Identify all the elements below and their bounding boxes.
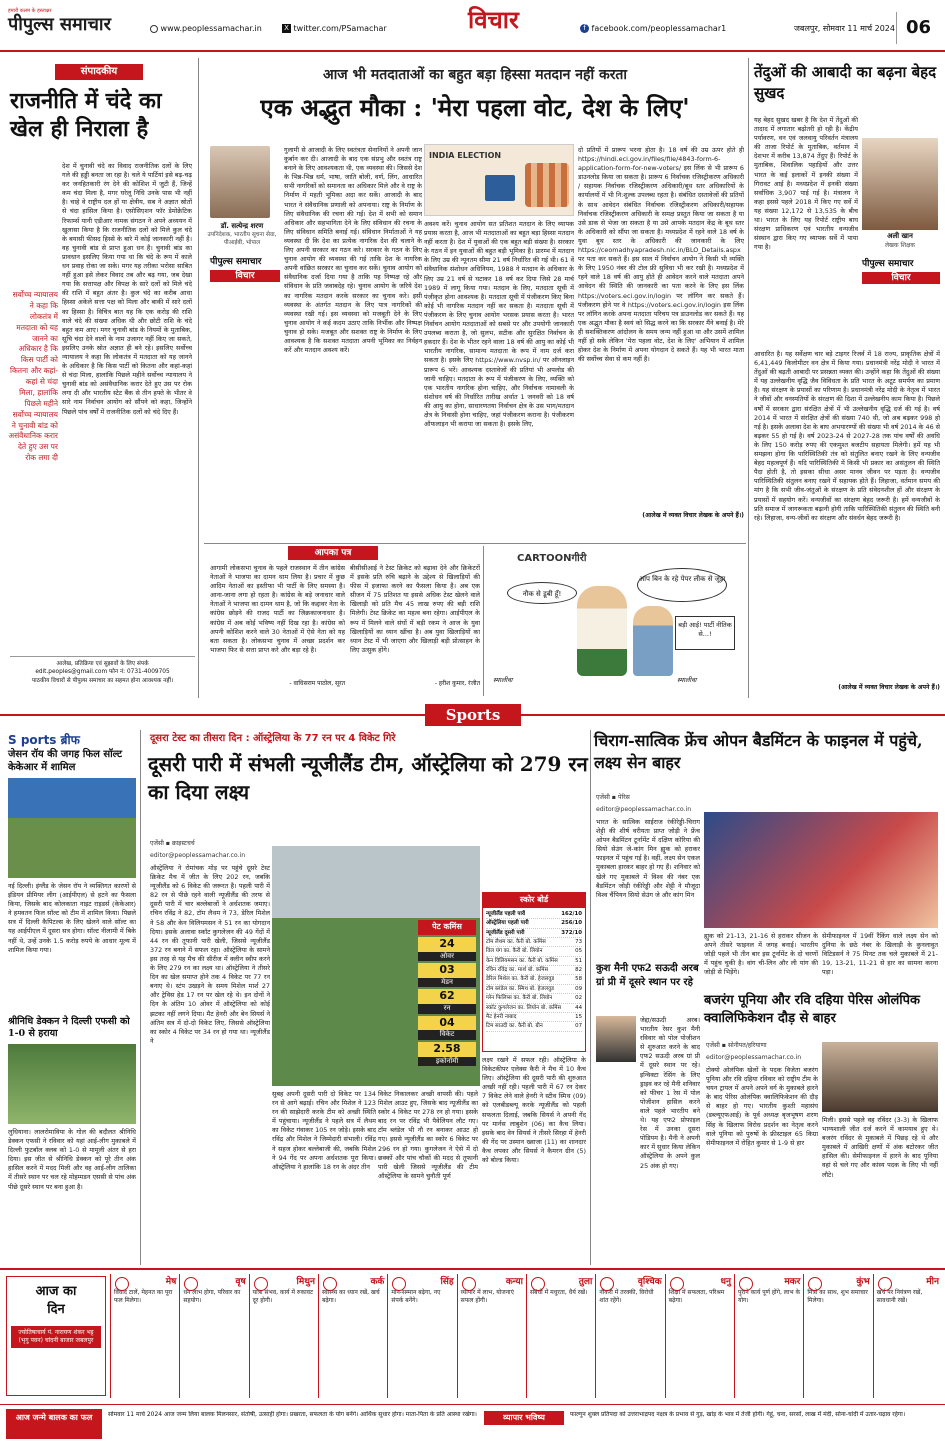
cricket-body4: लक्ष्य रखने में सफल रही। ऑस्ट्रेलिया के विकेटकीपर एलेक्स कैरी ने मैच में 10 कैच लिए। ऑस्ट्रेलिया की दूसरी पारी की शुरुआत अच्छी नहीं रही। पहली पारी में 67 रन देकर 7 विकेट लेने वाले हेनरी ने स्टीव स्मिथ (09) को एलबीडब्ल्यू करके न्यूजीलैंड को पहली सफलता दिलाई, जबकि सियर्स ने अपनी गेंद पर मार्नस लाबुशेन (06) का कैच लिया। इसके बाद वेन सियर्स ने तीसरे सिरहा में हेनरी की गेंद पर उस्मान ख्वाजा (11) का शानदार कैच लपका और सियर्स ने कैमरन ग्रीन (5) को बोल्ड किया। bbox=[482, 1056, 586, 1165]
brief1-photo bbox=[8, 778, 136, 878]
rashi-name: मीन bbox=[926, 1277, 939, 1287]
stat-label: इकोनॉमी bbox=[418, 1057, 476, 1066]
rashi-10 bbox=[734, 1274, 803, 1398]
rashi-name: कन्या bbox=[505, 1277, 523, 1287]
cricket-body1: ऑस्ट्रेलिया ने रोमांचक मोड़ पर पहुंचे दूसरे टेस्ट क्रिकेट मैच में जीत के लिए 202 रन, जबकि न्यूजीलैंड को 6 विकेट की जरूरत है। पहली पारी में 82 रन से पीछे रहने वाली न्यूजीलैंड की तरफ से दूसरी पारी में चार बल्लेबाजों ने अर्धशतक जमाए। रचिन रविंद्र ने 82, टॉम लैथम ने 73, डेरिल मिशेल ने 58 और केन विलियमसन ने 51 रन का योगदान दिया। इसके अलावा स्कॉट कुगलेजन की 49 गेंदों में 44 रन की तूफानी पारी खेली, जिससे न्यूजीलैंड 372 रन बनाने में सफल रहा। ऑस्ट्रेलिया के सामने इस तरह से यह मैच की सीरीज में क्लीन स्वीप करने के लिए 279 रन का लक्ष्य था। ऑस्ट्रेलिया ने तीसरे दिन का खेल समाप्त होने तक 4 विकेट पर 77 रन बनाए थे। स्टंप उखड़ने के समय मिशेल मार्श 27 और ट्रेविस हेड 17 रन पर खेल रहे थे। इन दोनों ने दिन के अंतिम 10 ओवर में ऑस्ट्रेलिया को कोई झटका नहीं लगने दिया। मैट हेनरी और बेन सियर्स ने अंतिम सत्र में दो-दो विकेट लिए, जिससे ऑस्ट्रेलिया का स्कोर 4 विकेट पर 34 रन हो गया था। न्यूजीलैंड ने bbox=[150, 864, 270, 1045]
footer-email[interactable]: edit.peoples@gmail.com bbox=[35, 669, 108, 676]
main-col2: अवश्य करें। चुनाव आयोग सत प्रतिशत मतदान के लिए व्यापक प्रयास करता है, आज भी मतदाताओं का बहुत बड़ा हिस्सा मतदान नहीं करता है। देश में युवाओं की एक बहुत बड़ी संख्या है। सरकार के गठन में इन युवाओं की बहुत बड़ी भूमिका है। प्रारम्भ में मतदान के लिए उम्र की न्यूनतम सीमा 21 वर्ष निर्धारित की गई थी। 61 वें संवैधानिक संशोधन अधिनियम, 1988 ने मतदान के अधिकार के लिए उम्र 21 वर्ष से घटाकर 18 वर्ष कर दिया जिसे 28 मार्च 1989 में लागू किया गया। मतदान के लिए, मतदाता सूची में पंजीकृत होना आवश्यक है। मतदाता सूची में पंजीकरण किए बिना कोई भी नागरिक मतदान नहीं कर सकता है। मतदाता सूची में पंजीकरण के लिए चुनाव आयोग भरसक प्रयास करता है। भारत निर्वाचन आयोग मतदाताओं को सबसे पर और उपयोगी जानकारी उपलब्ध कराता है, जो सुलभ, सटीक और सुरक्षित निर्वाचन के हकदार हैं। देश के भीतर रहने वाला 18 वर्ष की आयु का कोई भी भारतीय नागरिक, सामान्य मतदाता के रूप में नाम दर्ज करा सकता है। इसके लिए https://www.nvsp.in/ पर ऑनलाइन प्रारूप 6 भरें। आवश्यक दस्तावेजों की प्रतियां भी अपलोड की जानी चाहिए। मतदाता के रूप में पंजीकरण के लिए, व्यक्ति को एक भारतीय नागरिक होना चाहिए, और निर्वाचक नामावली के संशोधन वर्ष की निर्धारित तारीख अर्थात 1 जनवरी को 18 वर्ष की आयु का होना, साधारणतया निर्वाचन क्षेत्र के उस भाग/मतदान क्षेत्र के निवासी होना चाहिए, जहां पंजीकरण कराना है। पंजीकरण ऑफलाइन भी कराया जा सकता है। इसके लिए, bbox=[424, 220, 574, 429]
rashi-name: सिंह bbox=[440, 1277, 454, 1287]
scoreboard-row bbox=[486, 1013, 582, 1022]
rashi-1 bbox=[110, 1274, 179, 1398]
scoreboard-row bbox=[486, 985, 582, 994]
letters-title: आपका पत्र bbox=[288, 546, 378, 560]
cartoon-sign-1: स्मालीवा bbox=[493, 676, 513, 684]
scoreboard-batter: रचिन रविंद्र का. मार्श बो. कमिंस bbox=[486, 967, 549, 974]
web-link[interactable]: www.peoplessamachar.in bbox=[150, 24, 275, 35]
tigers-logo-section: विचार bbox=[862, 272, 940, 284]
scoreboard-row bbox=[486, 1004, 582, 1013]
paper-name: पीपुल्स समाचार bbox=[8, 13, 111, 35]
scoreboard-row bbox=[486, 975, 582, 984]
scoreboard-score: 256/10 bbox=[561, 920, 582, 927]
stat-label: रन bbox=[418, 1004, 476, 1013]
scoreboard-batter: ऑस्ट्रेलिया पहली पारी bbox=[486, 920, 529, 927]
tigers-footnote: (आलेख में व्यक्त विचार लेखक के अपने हैं।) bbox=[838, 684, 940, 691]
letters-col1-sign: - वाधिसराम पाठोल, सूरत bbox=[289, 680, 345, 687]
cartoon-bubble-1: नौक से डूबी हूँ! bbox=[507, 582, 577, 604]
bajrang-byline: एजेंसी ▪ सोनीपत/हरियाणा bbox=[706, 1042, 767, 1049]
chirag-byline: एजेंसी ▪ पेरिस bbox=[596, 794, 630, 801]
author-photo bbox=[210, 146, 270, 218]
editorial-side-snippet: सर्वोच्च न्यायालय ने कहा कि लोकतंत्र में मतदाता को यह जानने का अधिकार है कि किस पार्टी को कितना और कहां-कहां से चंदा मिला, हालांकि पिछले महीने सर्वोच्च न्यायालय ने चुनावी बांड को असंवैधानिक करार देते हुए उस पर रोक लगा दी bbox=[8, 290, 58, 463]
zodiac-icon bbox=[115, 1277, 129, 1291]
scoreboard-score: 02 bbox=[575, 995, 582, 1002]
scoreboard-batter: न्यूजीलैंड दूसरी पारी bbox=[486, 929, 525, 936]
brief2-photo bbox=[8, 1044, 136, 1124]
rashi-text: धन लाभ होगा, परिवार का सहयोग। bbox=[183, 1289, 241, 1305]
scoreboard-row bbox=[486, 929, 582, 938]
main-footnote: (आलेख में व्यक्त विचार लेखक के अपने हैं।) bbox=[642, 512, 744, 519]
rashi-name: मिथुन bbox=[296, 1277, 315, 1287]
editorial-footer: आलेख, प्रतिक्रिया एवं सुझावों के लिए संपर्क edit.peoples@gmail.com फोन नं: 0731-4009705 पाठकीय विचारों से पीपुल्स समाचार का सहमत होना आवश्यक नहीं। bbox=[10, 656, 195, 696]
main-kicker: आज भी मतदाताओं का बहुत बड़ा हिस्सा मतदान नहीं करता bbox=[322, 67, 628, 83]
main-headline: एक अद्भुत मौका : 'मेरा पहला वोट, देश के लिए' bbox=[260, 93, 690, 122]
chirag-body3: सेमीफाइनल में 19वीं रैंकिंग वाले लक्ष्य सेन को दुनिया के छठे नंबर के खिलाड़ी के कुनलावुत विटिडसर्न ने 75 मिनट तक चले मुकाबले में 21-19, 13-21, 11-21 से हार का सामना करना पड़ा। bbox=[822, 932, 938, 977]
sports-label: Sports bbox=[425, 704, 521, 726]
main-logo-text: पीपुल्स समाचार bbox=[210, 257, 262, 267]
business-text: फाल्गुन शुक्ल प्रतिपदा को उत्तराभाद्रपद नक्षत्र के प्रभाव से गुड़, खांड़ के भाव में तेजी होगी। गेहूं, चना, सरसों, लाख में मंदी, सोना-चांदी में उतार-चढ़ाव रहेगा। bbox=[570, 1411, 906, 1418]
kush-body: जेद्दा/सऊदी अरब। भारतीय रेसर कुश मैनी रविवार को पोल पोजीशन से शुरुआत करने के बाद एफ2 सऊदी अरब ग्रां प्री में दूसरे स्थान पर रहे। इन्विक्टा रेसिंग के लिए ड्राइव कर रहे मैनी शनिवार को फीचर 1 रेस में पोल पोजीशन हासिल करने वाले पहले भारतीय बने थे। यह एफ2 प्रोफाइल रेस में उनका दूसरा पोडियम है। मैनी ने अपनी कार में सुधार किया लेकिन ऑस्ट्रेलिया के अपने कुल 25 अंक हो गए। bbox=[640, 1016, 700, 1170]
tigers-author-name: अली खान bbox=[887, 232, 913, 240]
zodiac-icon bbox=[670, 1277, 684, 1291]
rashi-12 bbox=[873, 1274, 942, 1398]
cartoon-sign-2: स्मालीवा bbox=[677, 676, 697, 684]
astrologer: ज्योतिषाचार्य पं. नारायण शंकर भट्ट (भृगु पवन) चांदनी बाजार जबलपुर bbox=[11, 1326, 101, 1348]
editorial-headline: राजनीति में चंदे का खेल ही निराला है bbox=[10, 88, 162, 142]
scoreboard-title: स्कोर बोर्ड bbox=[483, 893, 585, 908]
stat-value: 62 bbox=[418, 989, 476, 1004]
letters-col2: बीसीसीआई ने टेस्ट क्रिकेट को बढ़ावा देने और क्रिकेटरों में इसके प्रति रुचि बढ़ाने के उद्देश्य से खिलाड़ियों की फीस में इजाफा करने का फैसला किया है। अब एक सीजन में 75 प्रतिशत या इससे अधिक टेस्ट खेलने वाले खिलाड़ी को प्रति मैच 45 लाख रुपए की बड़ी राशि मिलेगी। टेस्ट क्रिकेट का महत्व बना रहेगा। आईपीएल के रूप में मिलने वाले संघों में बड़ी रकम ने आज के युवा खिलाड़ियों का ध्यान खींचा है। अब युवा खिलाड़ियों का ध्यान टेस्ट में भी जाएगा और खिलाड़ी बड़ी प्रोत्साहन के लिए उत्सुक होंगे। bbox=[350, 564, 480, 654]
rashi-3 bbox=[249, 1274, 318, 1398]
scoreboard-row bbox=[486, 947, 582, 956]
rashi-name: मकर bbox=[784, 1277, 801, 1287]
election-label: INDIA ELECTION bbox=[429, 151, 502, 160]
aaj-ka-din-box bbox=[6, 1276, 106, 1396]
sports-band bbox=[0, 704, 945, 726]
zodiac-icon bbox=[739, 1277, 753, 1291]
scoreboard-batter: केन विलियमसन का. कैरी बो. कमिंस bbox=[486, 957, 558, 964]
main-col1: गुलामी से आजादी के लिए स्वतंत्रता सेनानियों ने अपनी जान कुर्बान कर दी। आजादी के बाद एक संप्रभु और स्वतंत्र राष्ट्र बनाने के लिए आवश्यकता थी, एक व्यवस्था की। जिससे देश के भिन्न-भिन्न धर्म, भाषा, जाति बोली, वर्ण, लिंग, आधारित सभी नागरिकों को समानता का अधिकार मिले और वे राष्ट्र के निर्माण में महती भूमिका अदा कर सकें। आजादी के बाद भारत ने संवैधानिक प्रणाली को अपनाया। राष्ट्र के निर्माण के लिए संवैधानिक की रचना की गई। देश में सभी को समान अधिकार और सहभागिता देने के लिए संविधान की रचना के लिए संविधान समिति बनाई गई। संविधान निर्माताओं ने यह व्यवस्था दी कि देश का प्रत्येक नागरिक देश की चलाने के लिए अपनी सरकार का गठन करे। सरकार के गठन के लिए चुनाव आयोग की व्यवस्था की गई ताकि देश के नागरिक अपनी वांछित सरकार का चुनाव कर सकें। चुनाव आयोग को संवैधानिक दर्जा दिया गया है ताकि यह निष्पक्ष रहे और संविधान के प्रति जवाबदेह रहे। चुनाव आयोग के जरिये देश का नागरिक मतदान करके सरकार का चुनाव करे। इसी व्यवस्था के अंतर्गत मतदान के लिए पात्र नागरिकों की व्यवस्था रखी गई। इस व्यवस्था को मजबूती देने के लिए चुनाव आयोग ने कई कदम उठाए ताकि निर्भीक और निष्पक्ष चुनाव हो सके। मजबूत और सशक्त राष्ट्र के निर्माण के लिए आवश्यक है कि सशक्त मतदाता अपनी भूमिका का निर्वहन करें और मतदान अवश्य करें। bbox=[284, 146, 422, 355]
scoreboard-row bbox=[486, 966, 582, 975]
main-logo-section: विचार bbox=[210, 270, 280, 282]
editorial-label: संपादकीय bbox=[55, 64, 143, 80]
main-logo-box bbox=[210, 256, 280, 290]
stat-value: 04 bbox=[418, 1016, 476, 1031]
cricket-headline: दूसरी पारी में संभली न्यूजीलैंड टीम, ऑस्ट्रेलिया को 279 रन का दिया लक्ष्य bbox=[148, 752, 588, 804]
letters-col1: आगामी लोकसभा चुनाव के पहले राजस्थान में तीन कांग्रेस नेताओं ने भाजपा का दामन थाम लिया है। प्रचार में कुछ आदिम नेताओं का इस्तीफा भी पार्टी के लिए समस्या है। आना-जाना लगा हो रहता है। कांग्रेस के बड़े जनाधार वाले नेताओं ने भाजपा का दामन थाम है, जो कि कद्दावर नेता के कांग्रेस छोड़ने की राजद पार्टी का जिक्रकाजनाधार है। कांग्रेस में अब कोई भविष्य नहीं दिख रहा है। कांग्रेस को अपनी कोशिश करने वाले 30 नेताओं में ऐसे नेता को यह बता सकता है। लोकसभा चुनाव में अच्छा प्रदर्शन कर भाजपा फिर से सत्ता प्राप्त करे और बड़ा रहे है। bbox=[210, 564, 345, 654]
aaj-ka: आज का bbox=[35, 1284, 77, 1299]
rashi-text: स्वास्थ्य का ध्यान रखें, खर्च बढ़ेगा। bbox=[322, 1289, 380, 1305]
zodiac-icon bbox=[323, 1277, 337, 1291]
author-title: उपनिदेशक, भारतीय सूचना सेवा, पीआईबी, भोपाल bbox=[207, 232, 277, 246]
cartoon-figure-1 bbox=[577, 586, 627, 676]
scoreboard bbox=[482, 892, 586, 1052]
rashi-7 bbox=[526, 1274, 595, 1398]
tigers-author-title: लेखक शिक्षक bbox=[884, 242, 916, 249]
rashi-text: व्यापार में लाभ, योजनाएं सफल होंगी। bbox=[460, 1289, 514, 1305]
business-label: व्यापार भविष्य bbox=[484, 1411, 564, 1425]
scoreboard-score: 73 bbox=[575, 938, 582, 945]
rashi-9 bbox=[665, 1274, 734, 1398]
chirag-body2: ह्युक को 21-13, 21-16 से हराकर सीजन के अपने तीसरे फाइनल में जगह बनाई। भारतीय जोड़ी पहले भी तीन बार इस टूर्नामेंट के दो चरणों में पहुंच चुकी है। वांग ची-लिन और ली यांग की जोड़ी से भिड़ेंगे। bbox=[704, 932, 818, 977]
sports-brief-label: S ports ब्रीफ bbox=[8, 733, 80, 747]
stat-label: ओवर bbox=[418, 952, 476, 961]
scoreboard-batter: मैट हेनरी नाबाद bbox=[486, 1013, 517, 1020]
stat-value: 03 bbox=[418, 963, 476, 978]
scoreboard-batter: डेरिल मिशेल का. कैरी बो. हेजलवुड bbox=[486, 976, 555, 983]
rashi-row bbox=[110, 1274, 942, 1398]
rashi-2 bbox=[179, 1274, 248, 1398]
scoreboard-batter: टिम साउदी का. कैरी बो. ग्रीन bbox=[486, 1023, 543, 1030]
section-title: विचार bbox=[468, 6, 519, 34]
rashi-name: धनु bbox=[720, 1277, 731, 1287]
scoreboard-score: 44 bbox=[575, 1004, 582, 1011]
rashi-11 bbox=[803, 1274, 872, 1398]
bajrang-headline: बजरंग पूनिया और रवि दहिया पेरिस ओलंपिक क्वालिफिकेशन दौड़ से बाहर bbox=[704, 993, 921, 1027]
stat-label: मेडन bbox=[418, 978, 476, 987]
tigers-body-top: यह बेहद सुखद खबर है कि देश में तेंदुओं की तादाद में लगातार बढ़ोतरी हो रही है। केंद्रीय पर्यावरण, वन एवं जलवायु परिवर्तन मंत्रालय की ताजा रिपोर्ट के मुताबिक, वर्तमान में देशभर में करीब 13,874 तेंदुए हैं। रिपोर्ट के मुताबिक, शिवालिक पहाड़ियों और उत्तर भारत के कई इलाकों में इनकी संख्या में गिरावट आई है। मध्यप्रदेश में इनकी संख्या सर्वाधिक 3,907 पाई गई है। मंत्रालय ने कहा इससे पहले 2018 में किए गए सर्वे में यह संख्या 12,172 से 13,535 के बीच था। भारत के लिए यह रिपोर्ट राष्ट्रीय बाघ संरक्षण प्राधिकरण एवं भारतीय वन्यजीव संस्थान द्वारा किए गए व्यापक सर्वे में पाया गया है। bbox=[754, 116, 858, 252]
rashi-name: कुंभ bbox=[856, 1277, 870, 1287]
brief1-headline: जेसन रॉय की जगह फिल सॉल्ट केकेआर में शामिल bbox=[8, 749, 123, 773]
scoreboard-row bbox=[486, 938, 582, 947]
page-number: 06 bbox=[896, 12, 940, 44]
scoreboard-batter: टॉम लैथम का. कैरी बो. कमिंस bbox=[486, 938, 546, 945]
scoreboard-batter: स्कॉट कुगलेजन का. लियोन बो. कमिंस bbox=[486, 1004, 562, 1011]
scoreboard-score: 09 bbox=[575, 985, 582, 992]
cartoon-title: CARTOONगीरी bbox=[517, 553, 587, 564]
zodiac-icon bbox=[254, 1277, 268, 1291]
cricket-body2: सुबह अपनी दूसरी पारी दो विकेट पर 134 रन से आगे बढ़ाई। रचिन और मिशेल ने 123 रन की साझेदारी करके टीम को अच्छी स्थिति में पहुंचाया। न्यूजीलैंड ने पहले सत्र में लैथम का विकेट गंवाकर 105 रन जोड़े। इसके बाद रविंद्र और मिशेल ने जिम्मेदारी संभाली। रविंद्र ने सहज होकर बल्लेबाजी की, जबकि मिशेल ने 94 गेंद पर अपना अर्धशतक पूरा किया। ऑस्ट्रेलिया ने हालांकि 18 रन के अंदर तीन bbox=[272, 1090, 376, 1171]
scoreboard-batter: ग्लेन फिलिप्स का. कैरी बो. लियोन bbox=[486, 995, 553, 1002]
scoreboard-row bbox=[486, 957, 582, 966]
rashi-text: मित्रों का साथ, शुभ समाचार मिलेगा। bbox=[807, 1289, 868, 1305]
chirag-headline: चिराग-सात्विक फ्रेंच ओपन बैडमिंटन के फाइनल में पहुंचे, लक्ष्य सेन बाहर bbox=[594, 731, 923, 773]
bajrang-email[interactable]: editor@peoplessamachar.co.in bbox=[706, 1054, 802, 1061]
cartoon-bubble-2: आप बिन के रहे पेपर लीक से जूझ bbox=[637, 568, 727, 602]
tigers-logo-box bbox=[862, 258, 940, 290]
horoscope-strip bbox=[0, 1268, 945, 1403]
zodiac-icon bbox=[531, 1277, 545, 1291]
stat-label: विकेट bbox=[418, 1030, 476, 1039]
scoreboard-row bbox=[486, 919, 582, 928]
rashi-5 bbox=[387, 1274, 456, 1398]
tigers-logo-text: पीपुल्स समाचार bbox=[862, 259, 914, 269]
scoreboard-score: 05 bbox=[575, 948, 582, 955]
main-col3: दो प्रतियों में प्रारूप भरना होता है। 18 वर्ष की उम्र ऊपर होते ही https://hindi.eci.gov.in/files/file/4843-form-6-application-form-for-new-voters/ इस लिंक से भी प्रारूप 6 डाउनलोड किया जा सकता है। प्रारूप 6 निर्वाचक रजिस्ट्रीकरण अधिकारी / सहायक निर्वाचक रजिस्ट्रीकरण अधिकारी/बूथ स्तर अधिकारियों के कार्यालयों में भी नि:शुल्क उपलब्ध रहता है। संबंधित दस्तावेजों की प्रतियों के साथ आवेदन संबंधित निर्वाचक रजिस्ट्रीकरण अधिकारी/सहायक निर्वाचक रजिस्ट्रीकरण अधिकारी के समक्ष प्रस्तुत किया जा सकता है या उसे डाक से भेजा जा सकता है या उसे आपके मतदान केंद्र के बूथ स्तर के अधिकारी को सौंपा जा सकता है। मध्यप्रदेश में रहने वाले 18 वर्ष के युवा बूथ स्तर के अधिकारी की जानकारी के लिए https://ceomadhyapradesh.nic.in/BLO_Details.aspx पर पता कर सकते हैं। इस साल में निर्वाचन आयोग ने किसी भी व्यक्ति के लिए 1950 नंबर की टोल फ्री सुविधा भी कर रखी है। मध्यप्रदेश में रहने वाले 18 वर्ष की आयु होते ही आवेदन करने वाले मतदाता अपने आवेदन की स्थिति की जानकारी का पता करने के लिए इस लिंक https://voters.eci.gov.in/login पर लॉगिन कर सकते हैं। पंजीकरण होने पर वे https://voters.eci.gov.in/login इस लिंक पर लॉगिन करके अपना मतदाता परिचय पत्र डाउनलोड कर सकते हैं। यह एक अद्भुत मौका है स्वयं को सिद्ध करने का कि सरकार मैंने बनाई है। मेरे ही सशक्तिकरण आंदोलन के समय जन्म नहीं हुआ था और उसमें शामिल नहीं हो सके लेकिन 'मेरा पहला वोट, देश के लिए' अभियान में शामिल होकर देश के निर्माण में अपना योगदान दे सकते हैं। यह भी भारत माता की सर्वोच्च सेवा से कम नहीं है। bbox=[578, 146, 744, 364]
born-today-label: आज जन्मे बालक का फल bbox=[6, 1409, 102, 1439]
bajrang-photo bbox=[822, 1042, 938, 1112]
rashi-text: संबंधों में मधुरता, धैर्य रखें। bbox=[530, 1289, 588, 1297]
cartoon-figure-2 bbox=[633, 606, 673, 676]
zodiac-icon bbox=[462, 1277, 476, 1291]
scoreboard-score: 58 bbox=[575, 976, 582, 983]
scoreboard-score: 15 bbox=[575, 1013, 582, 1020]
stat-value: 24 bbox=[418, 937, 476, 952]
rashi-name: तुला bbox=[578, 1277, 593, 1287]
tigers-author-photo bbox=[862, 138, 938, 230]
bottom-bar bbox=[0, 1404, 945, 1445]
author-name: डॉ. सत्येन्द्र शरण bbox=[220, 222, 264, 230]
rashi-6 bbox=[457, 1274, 526, 1398]
rashi-name: वृश्चिक bbox=[637, 1277, 662, 1287]
rashi-text: पुराने कार्य पूर्ण होंगे, लाभ के योग। bbox=[738, 1289, 801, 1305]
scoreboard-row bbox=[486, 910, 582, 919]
scoreboard-score: 162/10 bbox=[561, 910, 582, 917]
chirag-body1: भारत के सात्विक साईराज रंकीरेड्डी-चिराग शेट्टी की शीर्ष वरीयता प्राप्त जोड़ी ने फ्रेंच ओपन बैडमिंटन टूर्नामेंट में दक्षिण कोरिया की सियो सेउंग जे-कांग मिन ह्युक को हराकर फाइनल में पहुंच गई है। वहीं, लक्ष्य सेन एकल मुकाबला हारकर बाहर हो गए हैं। शनिवार को खेले गए मुकाबले में विश्व की नंबर एक बैडमिंटन जोड़ी रंकीरेड्डी और शेट्टी ने मौजूदा विश्व चैंपियन सियो सेउंग जे और कांग मिन bbox=[596, 818, 700, 899]
facebook-link[interactable]: f facebook.com/peoplessamachar1 bbox=[580, 24, 755, 35]
paper-logo bbox=[8, 8, 148, 42]
scoreboard-score: 51 bbox=[575, 957, 582, 964]
brief1-body: नई दिल्ली। इंग्लैंड के जेसन रॉय ने व्यक्तिगत कारणों से इंडियन प्रीमियर लीग (आईपीएल) से हटने का फैसला किया, जिसके बाद कोलकाता नाइट राइडर्स (केकेआर) ने हमवतन फिल सॉल्ट को टीम में शामिल किया। पिछले सत्र में दिल्ली कैपिटल्स के लिए खेलने वाले सॉल्ट का यह आईपीएल में दूसरा सत्र होगा। सॉल्ट नीलामी में बिके नहीं थे, उन्हें उनके 1.5 करोड़ रुपये के आधार मूल्य में शामिल किया गया। bbox=[8, 882, 136, 954]
rashi-text: खर्च पर नियंत्रण रखें, सावधानी रखें। bbox=[876, 1289, 923, 1305]
cartoon-panel bbox=[487, 546, 745, 696]
kush-headline: कुश मैनी एफ2 सऊदी अरब ग्रां प्री में दूसरे स्थान पर रहे bbox=[596, 963, 699, 988]
election-illustration bbox=[424, 144, 574, 216]
editorial-body: देश में चुनावी चंदे का विवाद राजनीतिक दलों के लिए गले की हड्डी बनता जा रहा है। चले ये पार्टियां इसे बढ़-चढ़ कर जनहितकारी रंग देने की कोशिश में जुटी हैं, जिन्हें कम चंदा मिला है, मगर घरेलू निधि उनके पास भी नहीं है। चाहे वे राष्ट्रीय दल हों या क्षेत्रीय, सब ने अज्ञात स्रोतों से चंदा हासिल किया है। एसोसिएशन फॉर डेमोक्रेटिक रिफार्म्स यानी एडीआर नामक संगठन ने अपने अध्ययन में खुलासा किया है कि राजनीतिक दलों को मिले कुल चंदे के बयासी फीसद हिस्से के बारे में कोई जानकारी नहीं है। वह चुनावी बांड से प्राप्त हुआ धन है। चुनावी बांड का प्रावधान इसलिए किया गया था कि चंदे के रूप में काले धन प्रवाह रोका जा सके। मगर यह तरीका भरोसा साबित नहीं हुआ इसे लेकर विवाद तब और बढ़ गया, जब देखा गया कि सत्तापक्ष और विपक्ष के सारे दलों को मिले चंदे की राशि में बहुत अंतर है। कुल चंदे का करीब आधा हिस्सा अकेले सत्ता पक्ष को मिला और बाकी में सारे दलों का हिस्सा है। विचित्र बात यह कि एक करोड़ की राशि वाले चंदे की संख्या अधिक थी और छोटी राशि के चंदे बहुत कम आए। मगर चुनावी बांड के नियमों के मुताबिक, सूचि चंदा देने वालों के नाम उजागर नहीं किए जा सकते, इसलिए उनके स्रोत अज्ञात ही बने रहे। इसलिए सर्वोच्च न्यायालय ने कहा कि लोकतंत्र में मतदाता को यह जानने के अधिकार है कि किस पार्टी को कितना और कहां-कहां से चंदा मिला, हालांकि पिछले महीने सर्वोच्च न्यायालय ने चुनावी बांड को असंवैधानिक करार देते हुए उस पर रोक लगा दी और भारतीय स्टेट बैंक से तीन हफ्ते के भीतर वे सारे नाम निर्वाचन आयोग को सौंपने को कहा, जिन्होंने पिछले पांच वर्षों में राजनीतिक दलों को चंदे दिए हैं। bbox=[62, 162, 192, 416]
cartoon-bubble-3: बड़ी आई! पार्टी नीतिक से...! bbox=[675, 616, 735, 650]
rashi-name: मेष bbox=[165, 1277, 177, 1287]
born-today-text: सोमवार 11 मार्च 2024 आज जन्म लिया बालक मिलनसार, संतोषी, उत्साही होगा। प्रखरता, सफलता के योग बनेंगे। आर्थिक सुधार होगा। माता-पिता के प्रति आस्था रखेगा। bbox=[108, 1411, 477, 1418]
rashi-text: नौकरी में तरक्की, विरोधी शांत रहेंगे। bbox=[599, 1289, 654, 1305]
chirag-email[interactable]: editor@peoplessamachar.co.in bbox=[596, 806, 692, 813]
cricket-kicker: दूसरा टेस्ट का तीसरा दिन : ऑस्ट्रेलिया के 77 रन पर 4 विकेट गिरे bbox=[150, 733, 396, 744]
rashi-text: विवाद टालें, मेहनत का पूरा फल मिलेगा। bbox=[114, 1289, 173, 1305]
rashi-8 bbox=[595, 1274, 664, 1398]
globe-icon bbox=[150, 25, 158, 33]
tigers-body-bottom: आधारित है। यह सर्वेक्षण चार बड़े टाइगर रिजर्व में 18 राज्य, प्राकृतिक क्षेत्रों में 6,41,449 किलोमीटर वन क्षेत्र में किया गया। प्रधानमंत्री नरेंद्र मोदी ने भारत में तेंदुओं की बढ़ती आबादी पर प्रसन्नता व्यक्त की। उन्होंने कहा कि तेंदुओं की संख्या में यह उल्लेखनीय वृद्धि जैव विविधता के प्रति भारत के अटूट समर्पण का प्रमाण है। यह संरक्षण के प्रयासों का परिणाम है। प्रधानमंत्री नरेंद्र मोदी के नेतृत्व में भारत ने जीवों और वनस्पतियों के संरक्षण की दिशा में उल्लेखनीय काम किया है। पिछले वर्षों में सरकार द्वारा संरक्षित क्षेत्रों में भी उल्लेखनीय वृद्धि दर्ज की गई है। वर्ष 2014 में भारत में संरक्षित क्षेत्रों की संख्या 740 थी, जो अब बढ़कर 998 हो गई है। इसके अलावा देश के बाघ अभयारण्यों की संख्या भी वर्ष 2014 के 46 से बढ़कर 55 हो गई है। वर्ष 2023-24 से 2027-28 तक पांच वर्षों की अवधि के लिए 150 करोड़ रुपए की एकमुश्त बजटीय सहायता मिलेगी। हमें यह भी समझना होगा कि पारिस्थितिकी तंत्र को संतुलित बनाए रखने के लिए वन्यजीव बेहद महत्वपूर्ण हैं। यदि पारिस्थितिकी में किसी भी प्रकार का असंतुलन की स्थिति पैदा होती है, तो इसका सीधा असर मानव जीवन पर पड़ता है। वन्यजीव पारिस्थितिकी संतुलन बनाए रखने में सहायक होते हैं। लिहाजा, वर्तमान समय की मांग है कि सभी जीव-जंतुओं के संरक्षण के प्रति संवेदनशील हों और संरक्षण के प्रयासों में सहयोग करें। वन्यजीवों का संरक्षण बेहद जरूरी है। हमें वन्यजीवों के प्रति समाज में जागरूकता बढ़ानी होगी ताकि पारिस्थितिकी संतुलन की स्थिति बनी रहे। लिहाजा, वन्य-जीवों का संरक्षण और संवर्धन बेहद जरूरी है। bbox=[754, 350, 940, 522]
scoreboard-score: 07 bbox=[575, 1023, 582, 1030]
stat-value: 2.58 bbox=[418, 1042, 476, 1057]
scoreboard-batter: न्यूजीलैंड पहली पारी bbox=[486, 910, 526, 917]
dateline: जबलपुर, सोमवार 11 मार्च 2024 bbox=[794, 24, 895, 33]
ballot-box-icon bbox=[485, 175, 515, 201]
scoreboard-rows bbox=[483, 908, 585, 1034]
rashi-text: मान-सम्मान बढ़ेगा, नए संपर्क बनेंगे। bbox=[391, 1289, 441, 1305]
brief2-body: लुधियाना। लालरोमाविया के गोल की बदौलत श्रीनिधि डेक्कन एफसी ने रविवार को यहां आई-लीग मुकाबले में दिल्ली फुटबॉल क्लब को 1-0 से मामूली अंतर से हरा दिया। इस जीत से श्रीनिधि डेक्कन को पूरे तीन अंक हासिल करने में मदद मिली और वह आई-लीग तालिका में तीसरे स्थान पर चल रहे मोहम्मडन एससी से पांच अंक पीछे दूसरे स्थान पर बना हुआ है। bbox=[8, 1128, 136, 1191]
din: दिन bbox=[47, 1301, 65, 1317]
scoreboard-score: 82 bbox=[575, 967, 582, 974]
tigers-headline: तेंदुओं की आबादी का बढ़ना बेहद सुखद bbox=[754, 63, 937, 102]
cricket-byline: एजेंसी ▪ क्राइस्टचर्च bbox=[150, 840, 195, 847]
cricket-body3: विकेट निकालकर अच्छी वापसी की। पहले मिशेल आउट हुए, जिसके बाद न्यूजीलैंड का स्कोर 4 विकेट पर 278 रन हो गया। इसके बाद रन पर रविंद्र भी पैवेलियन लौट गए। टॉम ब्लंडेल भी नौ रन बनाकर आउट हो गए। इससे न्यूजीलैंड का स्कोर 6 विकेट पर 296 रन हो गया। कुगलेजन ने ऐसे में दो छक्कों और पांच चौकों की मदद से तूफानी पारी खेली जिससे न्यूजीलैंड की टीम ऑस्ट्रेलिया के सामने चुनौती पूर्ण bbox=[378, 1090, 478, 1180]
cricket-email[interactable]: editor@peoplessamachar.co.in bbox=[150, 852, 246, 859]
letters-col2-sign: - हरीश कुमार, रंजीत bbox=[434, 680, 480, 687]
player-name: पेट कमिंस bbox=[418, 920, 476, 935]
bajrang-body: टोक्यो ओलंपिक खेलों के पदक विजेता बजरंग पूनिया और रवि दहिया रविवार को राष्ट्रीय टीम के चयन ट्रायल में अपने अपने वर्ग के मुकाबले हारने के बाद पेरिस ओलंपिक क्वालिफिकेशन की दौड़ से बाहर हो गए। भारतीय कुश्ती महासंघ (डब्ल्यूएफआई) के पूर्व अध्यक्ष बृजभूषण शरण सिंह के खिलाफ विरोध प्रदर्शन का नेतृत्व करने वाले पूनिया को पुरुषों के फ्रीस्टाइल 65 किग्रा सेमीफाइनल में रोहित कुमार से 1-9 से हार bbox=[706, 1066, 818, 1147]
rashi-4 bbox=[318, 1274, 387, 1398]
scoreboard-batter: विल यंग का. कैरी बो. लियोन bbox=[486, 948, 543, 955]
paper-tagline: हमारी कलम के हस्ताक्षर bbox=[8, 8, 52, 14]
zodiac-icon bbox=[878, 1277, 892, 1291]
scoreboard-batter: टॉम ब्लंडेल का. स्मिथ बो. हेजलवुड bbox=[486, 985, 554, 992]
scoreboard-row bbox=[486, 994, 582, 1003]
scoreboard-score: 372/10 bbox=[561, 929, 582, 936]
rashi-text: यात्रा संभव, कार्य में रुकावट दूर होगी। bbox=[252, 1289, 314, 1305]
masthead bbox=[0, 0, 945, 52]
player-stats bbox=[418, 937, 476, 1066]
bajrang-body2: मिली। इससे पहले वह रविंदर (3-3) के खिलाफ भाग्यशाली जीत दर्ज करने में कामयाब हुए थे। बजरंग रविंदर से मुकाबले में पिछड़ रहे थे और मुकाबले में आखिरी क्षणों में अंक बटोरकर जीत हासिल की। सेमीफाइनल में हारने के बाद पूनिया वहां से चले गए और कांस्य पदक के लिए भी नहीं लौटे। bbox=[822, 1116, 938, 1179]
rashi-name: कर्क bbox=[370, 1277, 385, 1287]
x-icon: X bbox=[282, 24, 291, 33]
twitter-link[interactable]: X twitter.com/PSamachar bbox=[282, 24, 412, 35]
brief2-headline: श्रीनिधि डेक्कन ने दिल्ली एफसी को 1-0 से हराया bbox=[8, 1016, 130, 1040]
facebook-icon: f bbox=[580, 24, 589, 33]
voters-graphic bbox=[525, 163, 569, 207]
player-stat-card bbox=[418, 920, 476, 1090]
scoreboard-row bbox=[486, 1022, 582, 1031]
rashi-text: शिक्षा में सफलता, परिश्रम बढ़ेगा। bbox=[668, 1289, 725, 1305]
rashi-name: वृष bbox=[235, 1277, 246, 1287]
chirag-photo bbox=[704, 812, 938, 928]
